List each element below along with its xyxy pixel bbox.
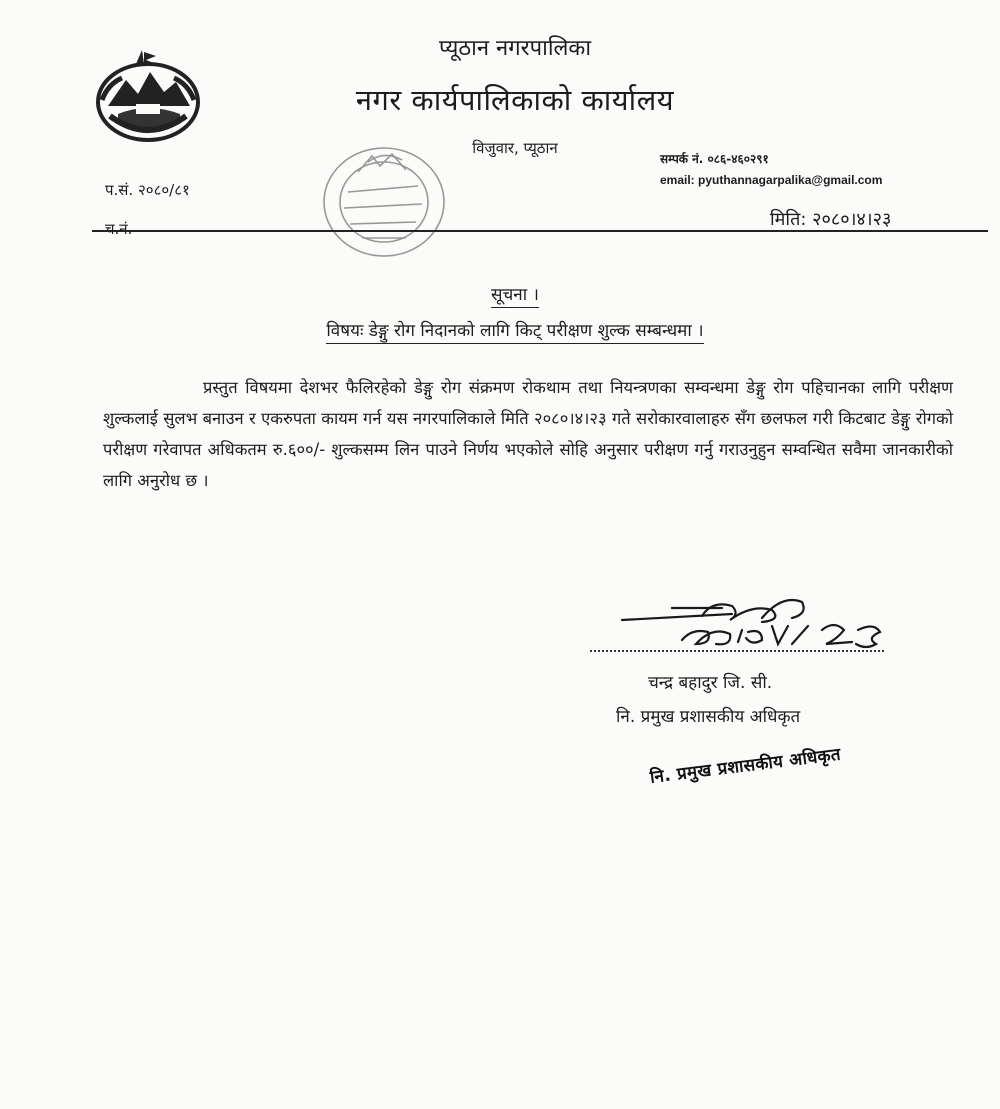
signatory-title: नि. प्रमुख प्रशासकीय अधिकृत: [616, 707, 801, 727]
contact-phone: सम्पर्क नं. ०८६-४६०२९१: [660, 152, 769, 166]
notice-title-text: सूचना ।: [491, 285, 539, 308]
org-name: प्यूठान नगरपालिका: [438, 36, 592, 61]
notice-subject: [0, 318, 1000, 341]
office-name: नगर कार्यपालिकाको कार्यालय: [355, 83, 675, 117]
dispatch-number: च.नं.: [105, 220, 133, 238]
signatory-name: चन्द्र बहादुर जि. सी.: [648, 673, 773, 693]
notice-title: [0, 282, 1000, 305]
letter-date: मिति: २०८०।४।२३: [770, 209, 892, 230]
header-divider: [92, 230, 988, 232]
signature-line: [590, 650, 884, 652]
rubber-stamp-text: नि. प्रमुख प्रशासकीय अधिकृत: [648, 744, 842, 788]
reference-number: प.सं. २०८०/८१: [105, 181, 190, 199]
notice-subject-text: विषयः डेङ्गु रोग निदानको लागि किट् परीक्षण शुल्क सम्बन्धमा ।: [326, 321, 703, 344]
office-address: विजुवार, प्यूठान: [472, 139, 558, 157]
office-round-seal-icon: [318, 142, 450, 260]
notice-body: प्रस्तुत विषयमा देशभर फैलिरहेको डेङ्गु रोग संक्रमण रोकथाम तथा नियन्त्रणका सम्वन्धमा डेङ्गु रोग पहिचानका लागि परीक्षण शुल्कलाई सुलभ बनाउन र एकरुपता कायम गर्न यस नगरपालिकाले मिति २०८०।४।२३ गते सरोकारवालाहरु सँग छलफल गरी किटबाट डेङ्गु रोगको परीक्षण गरेवापत अधिकतम रु.६००/- शुल्कसम्म लिन पाउने निर्णय भएकोले सोहि अनुसार परीक्षण गर्नु गराउनुहुन सम्वन्धित सवैमा जानकारीको लागि अनुरोध छ ।: [103, 378, 953, 490]
handwritten-signature-icon: [612, 590, 892, 652]
contact-email: email: pyuthannagarpalika@gmail.com: [660, 173, 883, 187]
